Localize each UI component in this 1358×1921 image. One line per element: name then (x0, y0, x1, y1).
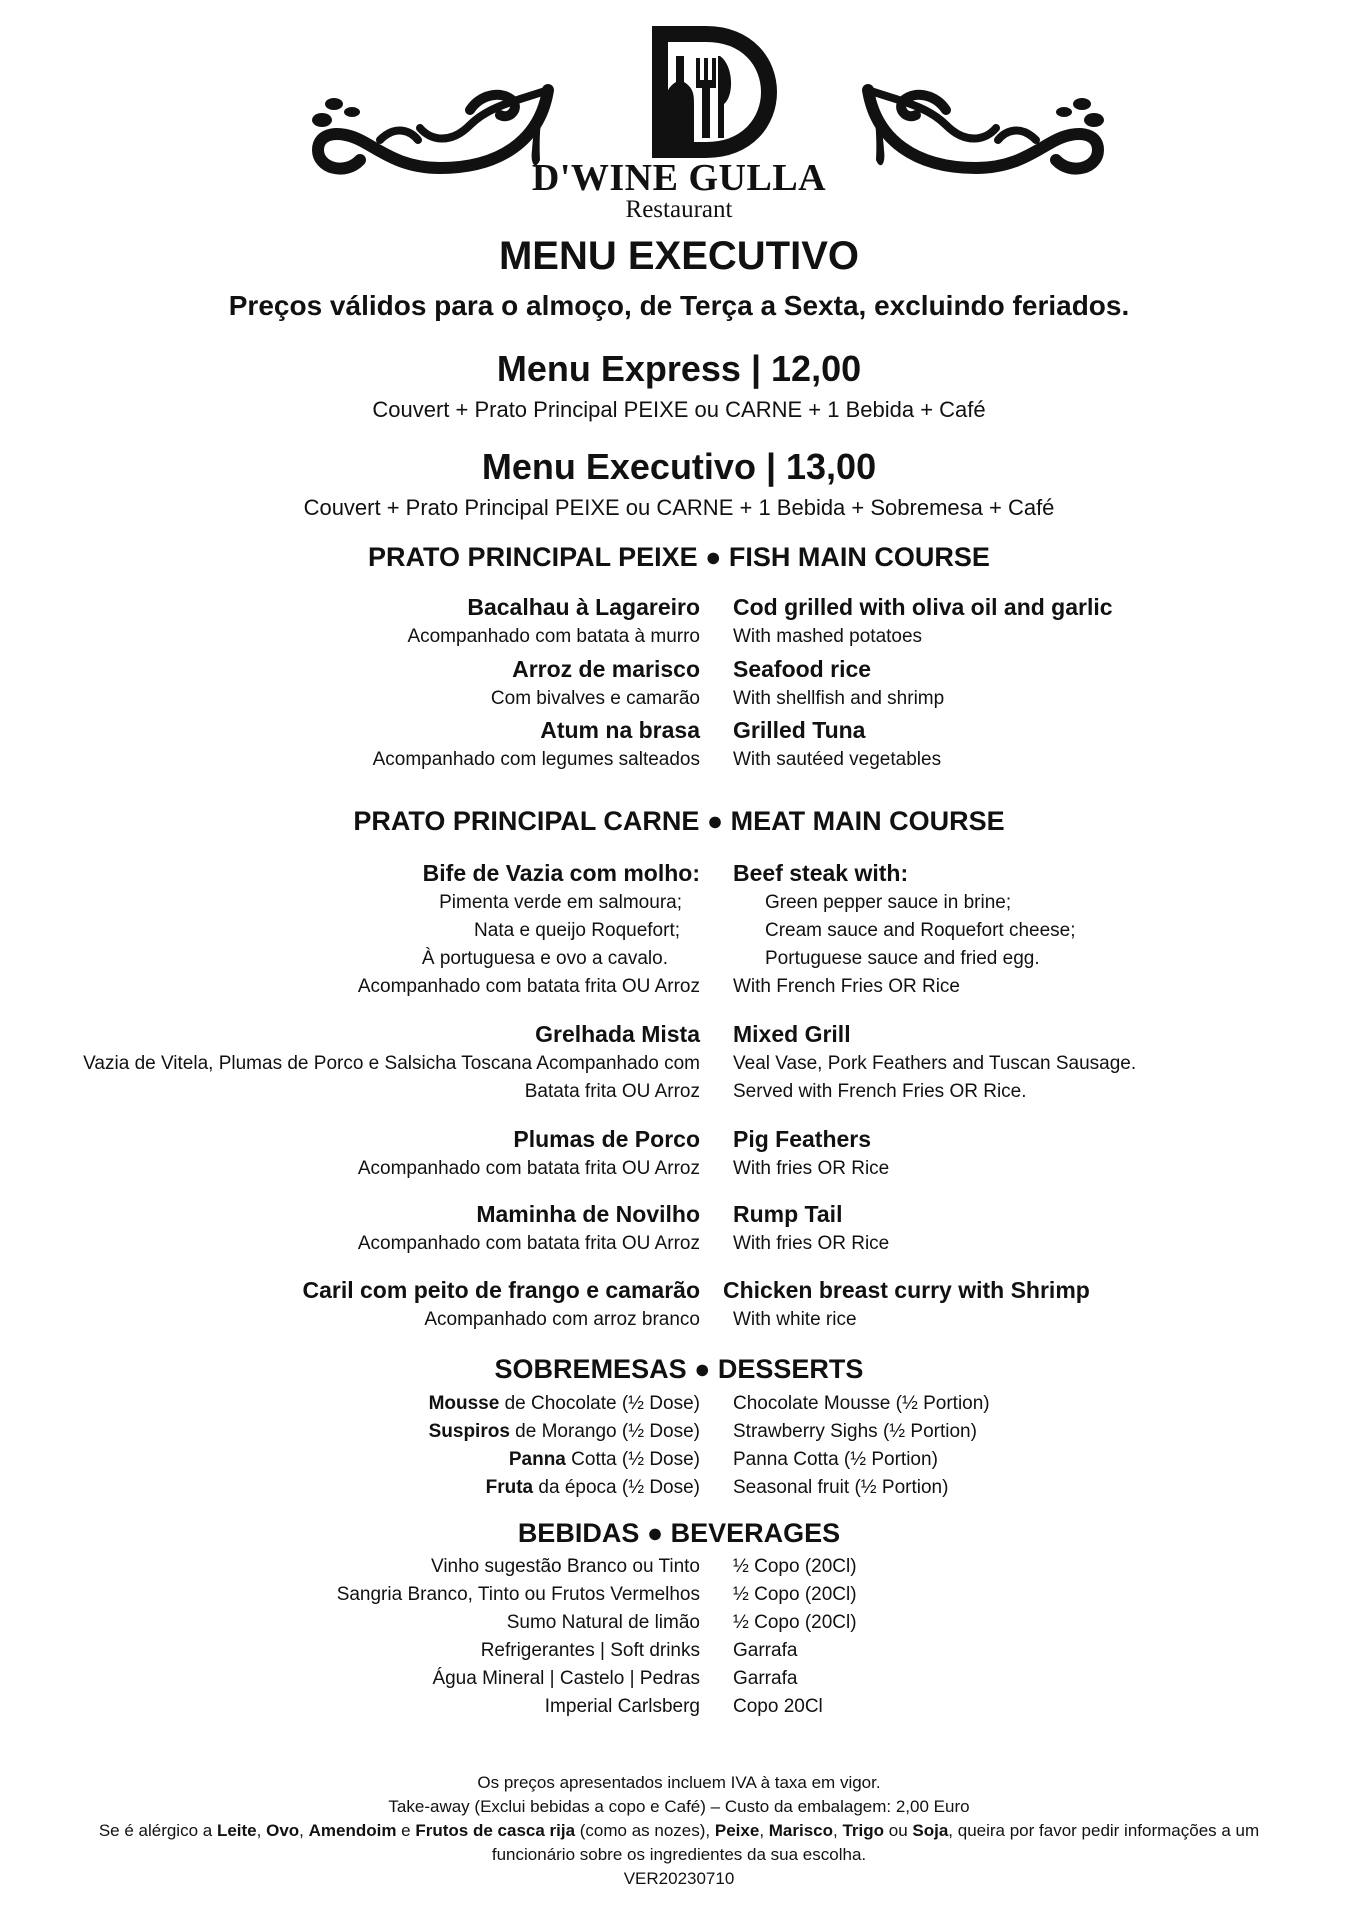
allergy-text: , queira por favor pedir informações a um (948, 1821, 1260, 1840)
dish-name-en: Rump Tail (733, 1201, 843, 1227)
dish-name-en: Seafood rice (733, 656, 872, 682)
list-item (0, 1696, 1358, 1724)
dessert-pt (429, 1393, 700, 1415)
beverage-en: ½ Copo (20Cl) (733, 1584, 857, 1605)
list-item (0, 656, 1358, 684)
dish-name-pt: Maminha de Novilho (476, 1201, 700, 1227)
beverage-en: ½ Copo (20Cl) (733, 1556, 857, 1577)
beverage-pt: Vinho sugestão Branco ou Tinto (430, 1556, 700, 1577)
list-item (0, 1556, 1358, 1584)
list-item (0, 626, 1358, 654)
beverage-pt: Imperial Carlsberg (544, 1696, 700, 1717)
dish-desc-pt: Com bivalves e camarão (490, 688, 700, 709)
list-item (0, 1201, 1358, 1229)
dessert-pt (429, 1421, 700, 1443)
brand-subtitle: Restaurant (625, 196, 733, 223)
dessert-pt (509, 1449, 700, 1471)
dish-name-pt: Caril com peito de frango e camarão (302, 1277, 700, 1303)
list-item (0, 1053, 1358, 1081)
menu-express-title: Menu Express | 12,00 (496, 348, 862, 389)
dish-desc-pt: Acompanhado com batata frita OU Arroz (357, 1233, 700, 1254)
allergen: Leite (216, 1821, 257, 1840)
dessert-pt-bold: Panna (508, 1449, 566, 1470)
list-item (0, 688, 1358, 716)
dish-name-en: Mixed Grill (733, 1021, 851, 1047)
dish-name-en: Cod grilled with oliva oil and garlic (733, 594, 1113, 620)
page-title: MENU EXECUTIVO (498, 234, 860, 278)
dish-name-pt: Arroz de marisco (512, 656, 700, 682)
list-item (0, 1233, 1358, 1261)
list-item (0, 1612, 1358, 1640)
list-item (0, 1449, 1358, 1477)
list-item (0, 1021, 1358, 1049)
allergy-text: ou (884, 1821, 913, 1840)
knife-icon (718, 56, 731, 138)
dish-desc-en: With fries OR Rice (733, 1158, 890, 1179)
dish-desc-pt: Acompanhado com batata à murro (407, 626, 700, 647)
dessert-pt-rest: da época (½ Dose) (533, 1477, 700, 1498)
page-subtitle: Preços válidos para o almoço, de Terça a Sexta, excluindo feriados. (228, 290, 1130, 321)
dessert-en: Panna Cotta (½ Portion) (733, 1449, 938, 1470)
dish-desc-en: With fries OR Rice (733, 1233, 890, 1254)
dish-desc-en: With shellfish and shrimp (733, 688, 945, 709)
dish-desc-pt: Nata e queijo Roquefort; (474, 920, 680, 941)
menu-executivo-title: Menu Executivo | 13,00 (481, 446, 877, 487)
allergen: Frutos de casca rija (415, 1821, 576, 1840)
dish-name-pt: Bife de Vazia com molho: (422, 860, 700, 886)
list-item (0, 1640, 1358, 1668)
dessert-en: Chocolate Mousse (½ Portion) (733, 1393, 990, 1414)
allergy-text: Se é alérgico a (98, 1821, 217, 1840)
allergen: Soja (912, 1821, 949, 1840)
list-item (0, 1477, 1358, 1505)
dish-desc-pt: Vazia de Vitela, Plumas de Porco e Salsicha Toscana Acompanhado com (83, 1053, 700, 1074)
list-item (0, 976, 1358, 1004)
dish-desc-pt: Pimenta verde em salmoura; (439, 892, 682, 913)
list-item (0, 1421, 1358, 1449)
beverage-pt: Água Mineral | Castelo | Pedras (432, 1668, 700, 1689)
list-item (0, 1158, 1358, 1186)
dish-desc-pt: Acompanhado com legumes salteados (372, 749, 700, 770)
allergy-text: (como as nozes), (575, 1821, 715, 1840)
dessert-pt-rest: de Chocolate (½ Dose) (499, 1393, 700, 1414)
beverage-en: Garrafa (733, 1640, 798, 1661)
fish-section-heading: PRATO PRINCIPAL PEIXE ● FISH MAIN COURSE (368, 542, 990, 572)
allergen: Peixe (714, 1821, 760, 1840)
list-item (0, 1277, 1358, 1305)
beverage-pt: Refrigerantes | Soft drinks (480, 1640, 700, 1661)
dish-desc-pt: Acompanhado com batata frita OU Arroz (357, 976, 700, 997)
allergen: Marisco (768, 1821, 834, 1840)
dessert-en: Strawberry Sighs (½ Portion) (733, 1421, 977, 1442)
dish-desc-en: With mashed potatoes (733, 626, 923, 647)
dish-desc-pt: Acompanhado com batata frita OU Arroz (357, 1158, 700, 1179)
list-item (0, 1393, 1358, 1421)
footer-takeaway-note: Take-away (Exclui bebidas a copo e Café) – Custo da embalagem: 2,00 Euro (388, 1797, 970, 1816)
beverage-pt: Sumo Natural de limão (506, 1612, 700, 1633)
beverage-pt: Sangria Branco, Tinto ou Frutos Vermelhos (336, 1584, 700, 1605)
list-item (0, 717, 1358, 745)
dessert-pt-bold: Fruta (485, 1477, 534, 1498)
dish-desc-en: With white rice (733, 1309, 857, 1330)
allergen: Ovo (266, 1821, 300, 1840)
list-item (0, 860, 1358, 888)
beverage-en: ½ Copo (20Cl) (733, 1612, 857, 1633)
dish-desc-en: Portuguese sauce and fried egg. (765, 948, 1040, 969)
list-item (0, 948, 1358, 976)
allergy-text: , (299, 1821, 309, 1840)
dessert-pt (486, 1477, 700, 1499)
dessert-pt-rest: Cotta (½ Dose) (565, 1449, 700, 1470)
footer-allergy-note-line2: funcionário sobre os ingredientes da sua escolha. (491, 1845, 867, 1864)
footer-vat-note: Os preços apresentados incluem IVA à taxa em vigor. (477, 1773, 881, 1792)
allergen: Amendoim (308, 1821, 397, 1840)
list-item (0, 1584, 1358, 1612)
dessert-pt-rest: de Morango (½ Dose) (509, 1421, 700, 1442)
dish-desc-pt: À portuguesa e ovo a cavalo. (421, 948, 668, 969)
list-item (0, 1081, 1358, 1109)
allergy-text: e (396, 1821, 416, 1840)
bottle-icon (666, 56, 694, 142)
menu-express-desc: Couvert + Prato Principal PEIXE ou CARNE + 1 Bebida + Café (372, 397, 986, 422)
allergy-text: , (833, 1821, 843, 1840)
beverages-section-heading: BEBIDAS ● BEVERAGES (517, 1518, 841, 1548)
list-item (0, 1309, 1358, 1337)
dish-desc-en: Served with French Fries OR Rice. (733, 1081, 1027, 1102)
beverage-en: Copo 20Cl (733, 1696, 823, 1717)
dish-name-en: Chicken breast curry with Shrimp (723, 1277, 1090, 1303)
dish-name-pt: Grelhada Mista (535, 1021, 700, 1047)
beverage-en: Garrafa (733, 1668, 798, 1689)
dessert-pt-bold: Mousse (428, 1393, 500, 1414)
list-item (0, 920, 1358, 948)
dish-name-en: Pig Feathers (733, 1126, 872, 1152)
list-item (0, 892, 1358, 920)
dish-desc-en: Veal Vase, Pork Feathers and Tuscan Sausage. (733, 1053, 1137, 1074)
meat-section-heading: PRATO PRINCIPAL CARNE ● MEAT MAIN COURSE (353, 806, 1005, 836)
dessert-en: Seasonal fruit (½ Portion) (733, 1477, 949, 1498)
desserts-section-heading: SOBREMESAS ● DESSERTS (494, 1354, 864, 1384)
dish-desc-pt: Acompanhado com arroz branco (424, 1309, 700, 1330)
dish-name-en: Beef steak with: (733, 860, 909, 886)
dish-desc-en: With French Fries OR Rice (733, 976, 960, 997)
dish-desc-en: With sautéed vegetables (733, 749, 942, 770)
list-item (0, 1126, 1358, 1154)
dish-name-pt: Bacalhau à Lagareiro (467, 594, 700, 620)
footer-allergy-note (0, 1819, 1358, 1843)
fork-icon (696, 58, 716, 138)
dish-name-pt: Plumas de Porco (513, 1126, 700, 1152)
list-item (0, 594, 1358, 622)
list-item (0, 749, 1358, 777)
menu-executivo-desc: Couvert + Prato Principal PEIXE ou CARNE + 1 Bebida + Sobremesa + Café (303, 495, 1055, 520)
dish-desc-pt: Batata frita OU Arroz (524, 1081, 700, 1102)
dessert-pt-bold: Suspiros (428, 1421, 510, 1442)
footer-version: VER20230710 (623, 1869, 735, 1888)
allergen: Trigo (842, 1821, 885, 1840)
list-item (0, 1668, 1358, 1696)
dish-desc-en: Cream sauce and Roquefort cheese; (765, 920, 1076, 941)
dish-desc-en: Green pepper sauce in brine; (765, 892, 1012, 913)
allergy-text: , (256, 1821, 267, 1840)
dish-name-en: Grilled Tuna (733, 717, 866, 743)
allergy-text: , (759, 1821, 769, 1840)
brand-name: D'WINE GULLA (531, 157, 827, 199)
dish-name-pt: Atum na brasa (540, 717, 700, 743)
